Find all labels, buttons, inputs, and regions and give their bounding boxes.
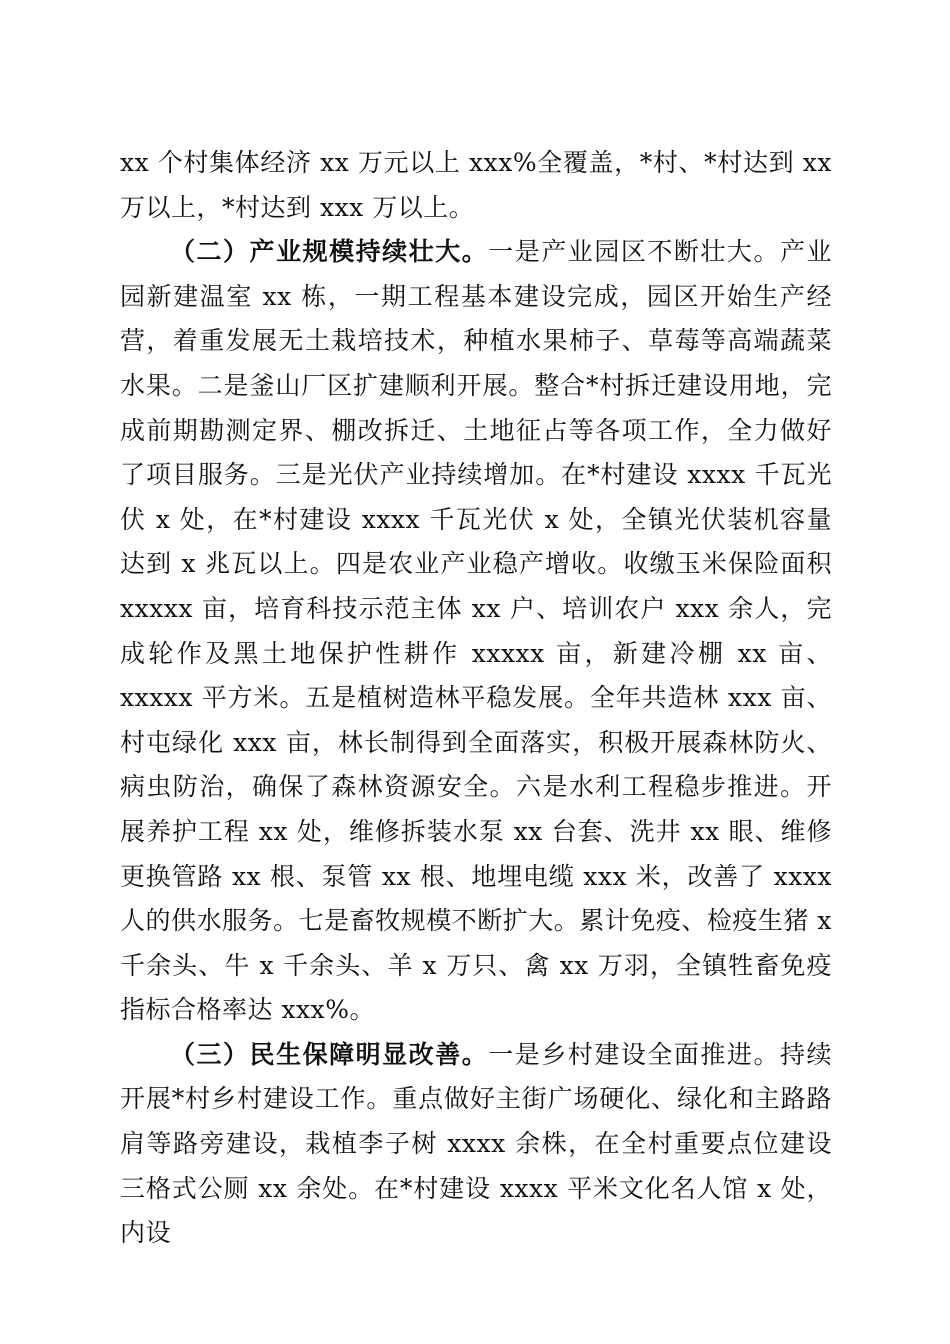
section-heading: （三）民生保障明显改善。 xyxy=(170,1039,489,1069)
paragraph-text: 一是乡村建设全面推进。持续开展*村乡村建设工作。重点做好主街广场硬化、绿化和主路路肩等路旁建设，栽植李子树 xxxx 余株，在全村重要点位建设三格式公厕 xx 余处。在*村建设 xxxx 平米文化名人馆 x 处，内设 xyxy=(120,1039,832,1248)
paragraph-text: xx 个村集体经济 xx 万元以上 xxx%全覆盖，*村、*村达到 xx 万以上，*村达到 xxx 万以上。 xyxy=(120,148,832,222)
paragraph-text: 一是产业园区不断壮大。产业园新建温室 xx 栋，一期工程基本建设完成，园区开始生产经营，着重发展无土栽培技术，种植水果柿子、草莓等高端蔬菜水果。二是釜山厂区扩建顺利开展。整合*村拆迁建设用地，完成前期勘测定界、棚改拆迁、土地征占等各项工作，全力做好了项目服务。三是光伏产业持续增加。在*村建设 xxxx 千瓦光伏 x 处，在*村建设 xxxx 千瓦光伏 x 处，全镇光伏装机容量达到 x 兆瓦以上。四是农业产业稳产增收。收缴玉米保险面积 xxxxx 亩，培育科技示范主体 xx 户、培训农户 xxx 余人，完成轮作及黑土地保护性耕作 xxxxx 亩，新建冷棚 xx 亩、xxxxx 平方米。五是植树造林平稳发展。全年共造林 xxx 亩、村屯绿化 xxx 亩，林长制得到全面落实，积极开展森林防火、病虫防治，确保了森林资源安全。六是水利工程稳步推进。开展养护工程 xx 处，维修拆装水泵 xx 台套、洗井 xx 眼、维修更换管路 xx 根、泵管 xx 根、地埋电缆 xxx 米，改善了 xxxx 人的供水服务。七是畜牧规模不断扩大。累计免疫、检疫生猪 x 千余头、牛 x 千余头、羊 x 万只、禽 xx 万羽，全镇牲畜免疫指标合格率达 xxx%。 xyxy=(120,237,832,1025)
paragraph-industry-scale xyxy=(120,230,832,1033)
document-body xyxy=(120,141,832,1256)
section-heading: （二）产业规模持续壮大。 xyxy=(170,237,489,267)
paragraph-livelihood xyxy=(120,1033,832,1256)
paragraph-continuation xyxy=(120,141,832,230)
